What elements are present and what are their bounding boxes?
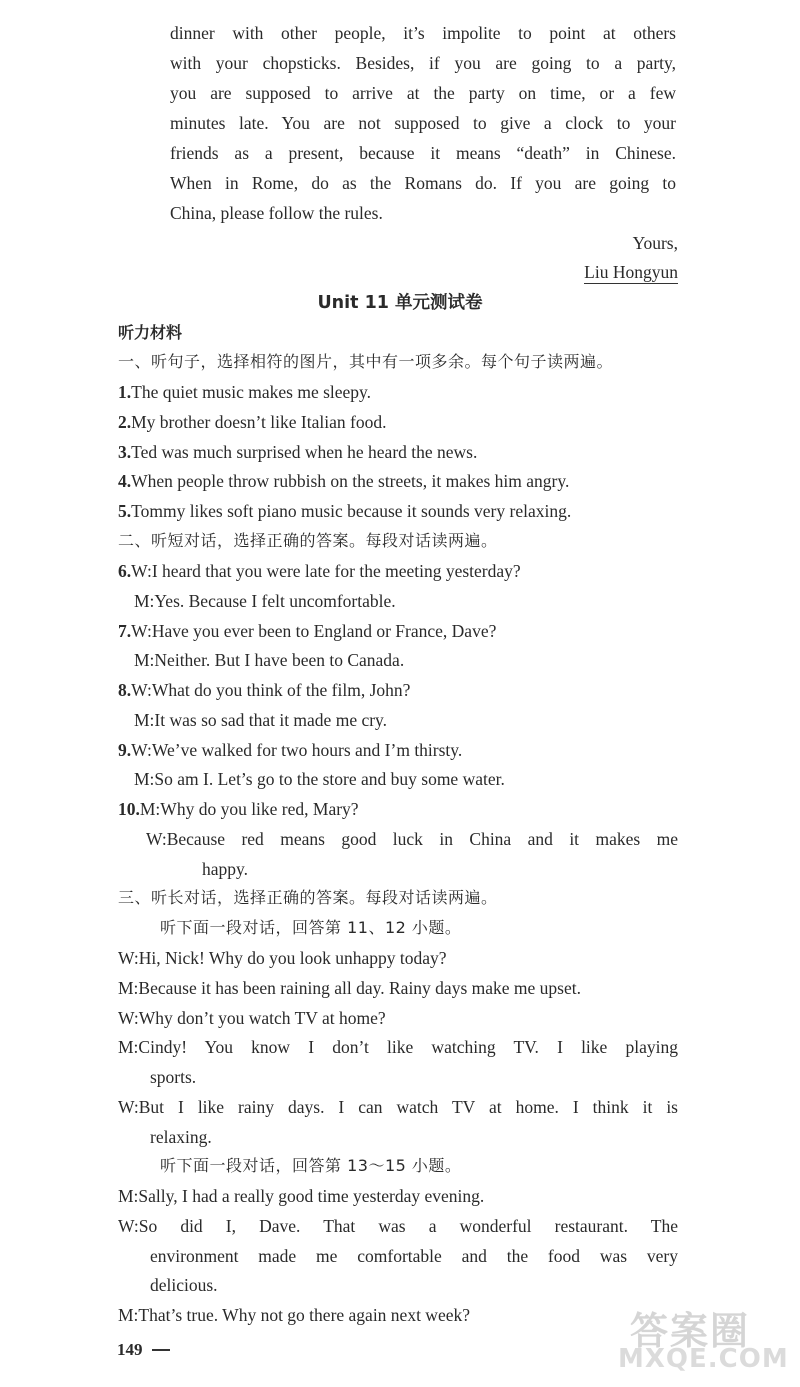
dialog-line: W:So did I, Dave. That was a wonderful restaurant. The — [118, 1216, 678, 1236]
letter-line: China, please follow the rules. — [170, 203, 383, 223]
letter-line: friends as a present, because it means “death” in Chinese. — [170, 143, 676, 163]
dialog-line: M:It was so sad that it made me cry. — [134, 710, 388, 730]
page-number: 149 — [117, 1340, 143, 1359]
materials-heading: 听力材料 — [118, 323, 183, 342]
list-item: 4.When people throw rubbish on the streets, it makes him angry. — [118, 471, 570, 491]
dialog-line: M:Yes. Because I felt uncomfortable. — [134, 591, 396, 611]
dialog-line: M:Sally, I had a really good time yesterday evening. — [118, 1186, 485, 1206]
list-item: 5.Tommy likes soft piano music because it sounds very relaxing. — [118, 501, 572, 521]
letter-line: When in Rome, do as the Romans do. If you are going to — [170, 173, 676, 193]
part3-sub-instruction: 听下面一段对话，回答第 13～15 小题。 — [160, 1156, 462, 1175]
dialog-line: 8.W:What do you think of the film, John? — [118, 680, 411, 700]
watermark-text: 答案圈 — [630, 1309, 751, 1353]
list-item: 2.My brother doesn’t like Italian food. — [118, 412, 387, 432]
dialog-line: W:But I like rainy days. I can watch TV at home. I think it is — [118, 1097, 678, 1117]
dialog-line: M:That’s true. Why not go there again next week? — [118, 1305, 470, 1325]
part1-instruction: 一、听句子，选择相符的图片，其中有一项多余。每个句子读两遍。 — [118, 352, 614, 371]
letter-line: minutes late. You are not supposed to give a clock to your — [170, 113, 676, 133]
dialog-line: 10.M:Why do you like red, Mary? — [118, 799, 359, 819]
page-number-dash — [152, 1349, 170, 1351]
letter-line: dinner with other people, it’s impolite to point at others — [170, 23, 676, 43]
section-title: Unit 11 单元测试卷 — [317, 293, 483, 313]
letter-signature: Liu Hongyun — [584, 262, 678, 282]
watermark-url: MXQE.COM — [618, 1344, 789, 1374]
dialog-line: sports. — [150, 1067, 197, 1087]
dialog-line: W:Why don’t you watch TV at home? — [118, 1008, 386, 1028]
dialog-line: M:Because it has been raining all day. Rainy days make me upset. — [118, 978, 581, 998]
dialog-line: environment made me comfortable and the food was very — [150, 1246, 678, 1266]
part3-instruction: 三、听长对话，选择正确的答案。每段对话读两遍。 — [118, 888, 498, 907]
list-item: 1.The quiet music makes me sleepy. — [118, 382, 372, 402]
list-item: 3.Ted was much surprised when he heard the news. — [118, 442, 478, 462]
watermark-logo — [618, 1300, 788, 1380]
dialog-line: 6.W:I heard that you were late for the meeting yesterday? — [118, 561, 521, 581]
dialog-line: happy. — [202, 859, 249, 879]
dialog-line: M:Cindy! You know I don’t like watching TV. I like playing — [118, 1037, 678, 1057]
dialog-line: W:Hi, Nick! Why do you look unhappy today? — [118, 948, 447, 968]
dialog-line: M:So am I. Let’s go to the store and buy some water. — [134, 769, 505, 789]
part3-sub-instruction: 听下面一段对话，回答第 11、12 小题。 — [160, 918, 462, 937]
letter-closing: Yours, — [632, 233, 678, 253]
dialog-line: 7.W:Have you ever been to England or France, Dave? — [118, 621, 497, 641]
dialog-line: 9.W:We’ve walked for two hours and I’m thirsty. — [118, 740, 463, 760]
letter-line: with your chopsticks. Besides, if you are going to a party, — [170, 53, 676, 73]
letter-line: you are supposed to arrive at the party on time, or a few — [170, 83, 676, 103]
dialog-line: relaxing. — [150, 1127, 212, 1147]
dialog-line: W:Because red means good luck in China and it makes me — [146, 829, 678, 849]
dialog-line: M:Neither. But I have been to Canada. — [134, 650, 405, 670]
part2-instruction: 二、听短对话，选择正确的答案。每段对话读两遍。 — [118, 531, 498, 550]
dialog-line: delicious. — [150, 1275, 218, 1295]
